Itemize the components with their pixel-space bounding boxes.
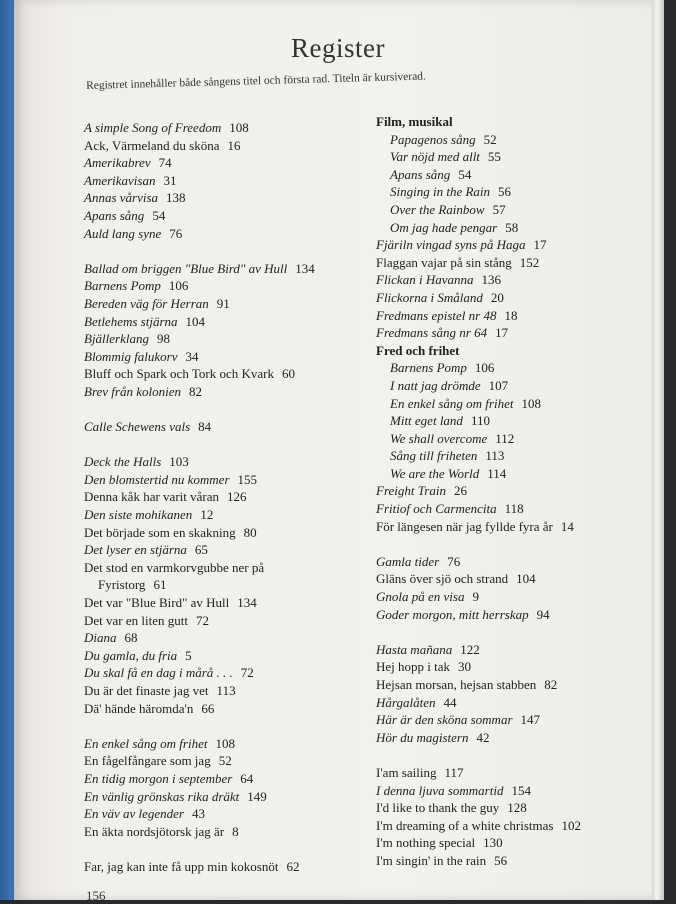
entry-title: Bluff och Spark och Tork och Kvark	[84, 366, 274, 382]
entry-page-number: 76	[447, 553, 461, 569]
index-spacer	[84, 401, 315, 419]
index-entry	[84, 207, 315, 225]
entry-title: Film, musikal	[376, 114, 453, 129]
entry-page-number: 54	[458, 166, 472, 182]
index-entry	[84, 805, 315, 823]
index-entry	[376, 500, 581, 518]
entry-page-number: 147	[520, 712, 540, 728]
index-entry	[376, 570, 581, 588]
entry-title: I'm dreaming of a white christmas	[376, 817, 554, 833]
entry-title: Over the Rainbow	[390, 201, 485, 217]
entry-page-number: 117	[444, 764, 464, 780]
index-entry	[376, 817, 581, 835]
entry-page-number: 106	[168, 278, 189, 294]
entry-page-number: 122	[460, 641, 480, 657]
entry-title: Det var "Blue Bird" av Hull	[84, 595, 230, 611]
index-category-heading	[376, 342, 581, 360]
entry-page-number: 82	[544, 677, 558, 692]
index-entry	[376, 307, 581, 325]
entry-title: Fritiof och Carmencita	[376, 501, 497, 517]
entry-title: Auld lang syne	[84, 225, 162, 241]
index-entry	[84, 788, 315, 806]
index-entry	[376, 148, 581, 166]
index-entry	[84, 541, 315, 559]
index-spacer	[376, 746, 581, 764]
entry-title: Du gamla, du fria	[84, 647, 178, 663]
entry-page-number: 61	[153, 577, 167, 593]
entry-page-number: 149	[247, 788, 267, 804]
entry-page-number: 154	[511, 782, 531, 798]
entry-title: We are the World	[390, 465, 480, 481]
entry-title: Blommig falukorv	[84, 348, 178, 364]
index-entry	[84, 418, 315, 436]
entry-title: Här är den sköna sommar	[376, 712, 513, 728]
entry-title: Om jag hade pengar	[390, 219, 498, 235]
entry-page-number: 113	[216, 683, 236, 698]
entry-title: Fred och frihet	[376, 342, 460, 358]
entry-page-number: 91	[216, 295, 230, 311]
entry-title: I denna ljuva sommartid	[376, 782, 504, 798]
entry-title: Ballad om briggen "Blue Bird" av Hull	[84, 260, 288, 276]
entry-page-number: 56	[498, 184, 512, 200]
index-entry	[376, 219, 581, 237]
entry-title: En äkta nordsjötorsk jag är	[84, 823, 225, 839]
index-entry	[376, 799, 581, 817]
index-entry	[84, 682, 315, 700]
entry-page-number: 64	[240, 770, 254, 786]
entry-title: Du skal få en dag i mårå . . .	[84, 665, 233, 681]
index-entry	[84, 277, 315, 295]
index-entry	[84, 506, 315, 524]
index-entry	[376, 834, 581, 852]
entry-title: Calle Schewens vals	[84, 419, 191, 435]
index-entry	[84, 383, 315, 401]
entry-page-number: 136	[481, 272, 501, 288]
index-entry	[84, 559, 315, 577]
entry-page-number: 68	[124, 630, 138, 646]
index-entry	[376, 676, 581, 694]
entry-title: We shall overcome	[390, 430, 488, 446]
index-entry	[84, 365, 315, 383]
entry-page-number: 56	[494, 852, 508, 868]
entry-title: Var nöjd med allt	[390, 149, 480, 165]
entry-page-number: 57	[492, 201, 506, 217]
entry-page-number: 31	[163, 172, 177, 188]
entry-title: En tidig morgon i september	[84, 770, 233, 786]
entry-title: Barnens Pomp	[390, 360, 467, 376]
entry-title: I natt jag drömde	[390, 377, 481, 393]
entry-title: En väv av legender	[84, 806, 184, 822]
index-entry	[84, 770, 315, 788]
entry-page-number: 104	[516, 571, 536, 587]
index-entry	[84, 260, 315, 278]
entry-page-number: 30	[458, 659, 472, 675]
index-entry	[376, 711, 581, 729]
entry-title: En fågelfångare som jag	[84, 753, 211, 769]
entry-title: Det lyser en stjärna	[84, 542, 187, 558]
entry-title: I'm nothing special	[376, 835, 476, 851]
entry-page-number: 130	[483, 835, 503, 851]
entry-title: Fredmans sång nr 64	[376, 325, 488, 341]
index-entry	[84, 488, 315, 506]
entry-page-number: 16	[227, 137, 241, 153]
index-entry	[376, 430, 581, 448]
entry-title: Fyristorg	[98, 577, 146, 593]
entry-title: För längesen när jag fyllde fyra år	[376, 518, 553, 534]
entry-page-number: 126	[227, 489, 247, 505]
entry-title: Gläns över sjö och strand	[376, 571, 509, 587]
entry-title: Bjällerklang	[84, 331, 149, 347]
entry-title: Gamla tider	[376, 553, 440, 569]
index-entry	[84, 154, 315, 172]
index-spacer	[84, 840, 315, 858]
entry-title: Amerikabrev	[84, 155, 151, 171]
page-title: Register	[291, 33, 385, 63]
entry-page-number: 62	[286, 858, 300, 874]
intro-text: Registret innehåller både sångens titel och första rad. Titeln är kursiverad.	[86, 70, 426, 92]
index-entry	[376, 482, 581, 500]
index-entry	[84, 295, 315, 313]
index-spacer	[376, 623, 581, 641]
entry-title: Det stod en varmkorvgubbe ner på	[84, 559, 265, 575]
index-entry	[376, 729, 581, 747]
index-entry	[376, 289, 581, 307]
index-entry	[376, 782, 581, 800]
entry-title: Flaggan vajar på sin stång	[376, 254, 512, 270]
entry-page-number: 112	[495, 430, 515, 446]
entry-title: I'd like to thank the guy	[376, 800, 500, 816]
entry-title: Ack, Värmeland du sköna	[84, 137, 220, 153]
entry-title: Papagenos sång	[390, 131, 476, 147]
index-spacer	[376, 535, 581, 553]
index-entry	[84, 453, 315, 471]
entry-title: Deck the Halls	[84, 454, 162, 470]
page-number: 156	[86, 888, 106, 903]
index-entry	[84, 348, 315, 366]
entry-page-number: 118	[504, 501, 524, 517]
entry-title: Mitt eget land	[390, 413, 463, 429]
index-entry	[84, 594, 315, 612]
index-entry	[376, 606, 581, 624]
entry-page-number: 20	[490, 289, 504, 305]
entry-page-number: 76	[169, 225, 183, 241]
entry-page-number: 52	[218, 753, 232, 769]
index-entry	[84, 629, 315, 647]
entry-title: Barnens Pomp	[84, 278, 161, 294]
entry-title: Diana	[84, 630, 117, 646]
entry-page-number: 80	[243, 524, 257, 540]
index-entry	[84, 664, 315, 682]
index-entry	[84, 119, 315, 137]
index-entry	[84, 524, 315, 542]
entry-title: Dä' hände häromda'n	[84, 700, 194, 716]
entry-page-number: 152	[519, 254, 540, 270]
entry-title: Den siste mohikanen	[84, 507, 193, 523]
index-entry	[376, 236, 581, 254]
entry-title: Denna kåk har varit våran	[84, 489, 219, 505]
index-entry	[376, 764, 581, 782]
entry-page-number: 52	[483, 131, 497, 147]
index-column-right	[376, 113, 581, 870]
index-entry	[84, 752, 315, 770]
entry-title: En vänlig grönskas rika dräkt	[84, 788, 240, 804]
entry-title: Hårgalåten	[376, 694, 436, 710]
entry-title: Betlehems stjärna	[84, 313, 178, 329]
index-entry	[84, 647, 315, 665]
entry-page-number: 103	[169, 454, 189, 470]
index-entry	[376, 553, 581, 571]
entry-page-number: 8	[232, 823, 239, 839]
index-entry	[84, 172, 315, 190]
entry-title: En enkel sång om frihet	[390, 395, 514, 411]
entry-title: Hasta mañana	[376, 641, 453, 657]
entry-page-number: 134	[237, 595, 257, 611]
index-category-heading	[376, 113, 581, 131]
index-entry	[376, 359, 581, 377]
entry-title: I'am sailing	[376, 764, 437, 780]
index-entry	[84, 189, 315, 207]
entry-page-number: 44	[443, 694, 457, 710]
index-entry	[84, 576, 315, 594]
entry-page-number: 128	[507, 800, 527, 816]
entry-page-number: 155	[237, 471, 258, 487]
entry-page-number: 18	[504, 307, 518, 323]
index-entry	[84, 735, 315, 753]
entry-title: Det började som en skakning	[84, 524, 236, 540]
entry-page-number: 65	[194, 542, 208, 558]
index-entry	[84, 313, 315, 331]
entry-page-number: 104	[185, 313, 206, 329]
entry-page-number: 58	[505, 219, 519, 235]
entry-title: Goder morgon, mitt herrskap	[376, 606, 529, 622]
index-entry	[376, 412, 581, 430]
index-entry	[376, 271, 581, 289]
entry-title: Far, jag kan inte få upp min kokosnöt	[84, 858, 279, 874]
index-entry	[376, 131, 581, 149]
entry-page-number: 108	[521, 395, 541, 411]
index-entry	[376, 852, 581, 870]
index-column-left	[84, 119, 315, 876]
entry-page-number: 42	[476, 729, 490, 745]
entry-title: Singing in the Rain	[390, 184, 491, 200]
entry-title: En enkel sång om frihet	[84, 735, 208, 751]
index-entry	[84, 612, 315, 630]
page-edge	[652, 0, 664, 900]
index-entry	[376, 658, 581, 676]
entry-page-number: 82	[189, 383, 202, 399]
entry-title: Fjäriln vingad syns på Haga	[376, 237, 526, 253]
entry-page-number: 84	[198, 419, 212, 435]
entry-title: Du är det finaste jag vet	[84, 683, 209, 698]
entry-title: Gnola på en visa	[376, 589, 465, 605]
index-entry	[376, 395, 581, 413]
entry-page-number: 108	[229, 120, 249, 135]
index-spacer	[84, 242, 315, 260]
index-entry	[84, 225, 315, 243]
index-spacer	[84, 436, 315, 454]
entry-page-number: 114	[487, 465, 507, 481]
index-entry	[376, 694, 581, 712]
entry-page-number: 17	[533, 237, 547, 253]
entry-title: Hejsan morsan, hejsan stabben	[376, 677, 537, 692]
entry-title: Bereden väg för Herran	[84, 295, 209, 311]
index-spacer	[84, 717, 315, 735]
index-entry	[376, 641, 581, 659]
index-entry	[84, 700, 315, 718]
entry-page-number: 60	[281, 366, 295, 382]
entry-page-number: 72	[195, 612, 209, 628]
index-entry	[376, 166, 581, 184]
entry-title: Flickan i Havanna	[376, 272, 474, 288]
entry-page-number: 138	[166, 190, 186, 206]
entry-page-number: 106	[474, 360, 495, 376]
entry-title: A simple Song of Freedom	[84, 120, 222, 135]
entry-title: Annas vårvisa	[84, 190, 159, 206]
entry-page-number: 107	[488, 377, 509, 393]
index-entry	[376, 324, 581, 342]
entry-page-number: 72	[240, 665, 254, 681]
entry-title: Det var en liten gutt	[84, 612, 188, 628]
entry-title: Flickorna i Småland	[376, 289, 483, 305]
entry-page-number: 34	[185, 348, 199, 364]
entry-title: Apans sång	[84, 207, 145, 223]
entry-page-number: 54	[152, 207, 166, 223]
entry-page-number: 94	[536, 606, 550, 622]
entry-title: Den blomstertid nu kommer	[84, 471, 230, 487]
entry-page-number: 9	[472, 589, 479, 605]
entry-title: Hör du magistern	[376, 729, 469, 745]
entry-page-number: 102	[561, 817, 581, 833]
entry-page-number: 108	[215, 735, 235, 751]
index-entry	[84, 471, 315, 489]
index-entry	[376, 254, 581, 272]
entry-page-number: 43	[191, 806, 205, 822]
entry-title: Brev från kolonien	[84, 383, 181, 399]
index-entry	[84, 823, 315, 841]
entry-page-number: 55	[487, 149, 501, 165]
index-entry	[376, 201, 581, 219]
entry-title: Sång till friheten	[390, 448, 478, 464]
entry-title: Hej hopp i tak	[376, 659, 451, 675]
index-entry	[376, 377, 581, 395]
entry-page-number: 134	[295, 260, 315, 276]
entry-title: I'm singin' in the rain	[376, 852, 487, 868]
entry-page-number: 17	[495, 325, 509, 341]
entry-page-number: 5	[185, 647, 192, 663]
entry-page-number: 98	[157, 331, 170, 347]
entry-page-number: 113	[485, 448, 505, 464]
index-entry	[376, 465, 581, 483]
index-entry	[84, 137, 315, 155]
index-entry	[376, 183, 581, 201]
entry-page-number: 66	[201, 700, 215, 716]
entry-page-number: 110	[470, 413, 490, 429]
entry-page-number: 26	[453, 483, 467, 499]
index-entry	[84, 858, 315, 876]
index-entry	[84, 330, 315, 348]
entry-title: Freight Train	[376, 483, 446, 499]
index-entry	[376, 447, 581, 465]
entry-title: Apans sång	[390, 166, 451, 182]
entry-page-number: 12	[200, 507, 214, 523]
entry-title: Amerikavisan	[84, 172, 156, 188]
index-entry	[376, 588, 581, 606]
entry-page-number: 14	[560, 518, 574, 534]
index-entry	[376, 518, 581, 536]
entry-page-number: 74	[158, 155, 172, 171]
entry-title: Fredmans epistel nr 48	[376, 307, 497, 323]
